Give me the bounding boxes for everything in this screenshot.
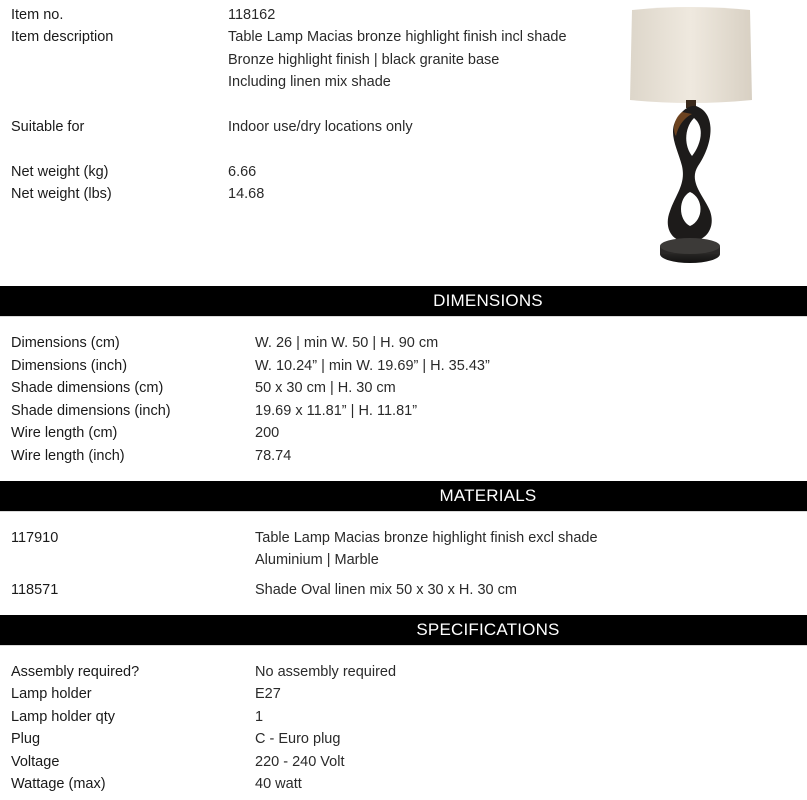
dimension-label: Shade dimensions (inch) bbox=[11, 403, 171, 419]
material-code: 118571 bbox=[11, 582, 59, 598]
table-lamp-icon bbox=[626, 6, 756, 270]
net-weight-lbs-value: 14.68 bbox=[228, 186, 265, 202]
material-line: Aluminium | Marble bbox=[255, 552, 379, 568]
item-description-line-1: Table Lamp Macias bronze highlight finish incl shade bbox=[228, 29, 567, 45]
specification-value: No assembly required bbox=[255, 664, 397, 680]
materials-section-header bbox=[0, 481, 807, 511]
net-weight-lbs-label: Net weight (lbs) bbox=[11, 186, 112, 202]
material-line: Shade Oval linen mix 50 x 30 x H. 30 cm bbox=[255, 582, 517, 598]
item-description-label: Item description bbox=[11, 29, 114, 45]
item-description-line-2: Bronze highlight finish | black granite base bbox=[228, 52, 500, 68]
specifications-heading: SPECIFICATIONS bbox=[416, 620, 560, 639]
materials-heading: MATERIALS bbox=[439, 486, 537, 505]
dimension-value: 19.69 x 11.81” | H. 11.81” bbox=[255, 403, 418, 419]
specification-value: C - Euro plug bbox=[255, 731, 341, 747]
dimension-label: Dimensions (cm) bbox=[11, 335, 120, 351]
dimension-label: Shade dimensions (cm) bbox=[11, 380, 164, 396]
net-weight-kg-label: Net weight (kg) bbox=[11, 164, 109, 180]
specification-label: Plug bbox=[11, 731, 41, 747]
dimension-label: Dimensions (inch) bbox=[11, 358, 128, 374]
specification-label: Voltage bbox=[11, 754, 60, 770]
specification-label: Lamp holder qty bbox=[11, 709, 115, 725]
specification-value: 1 bbox=[255, 709, 264, 725]
specification-value: 40 watt bbox=[255, 776, 302, 792]
net-weight-kg-value: 6.66 bbox=[228, 164, 257, 180]
item-no-value: 118162 bbox=[228, 7, 276, 23]
dimension-label: Wire length (inch) bbox=[11, 448, 125, 464]
dimension-value: 50 x 30 cm | H. 30 cm bbox=[255, 380, 396, 396]
specification-label: Assembly required? bbox=[11, 664, 140, 680]
dimension-value: W. 10.24” | min W. 19.69” | H. 35.43” bbox=[255, 358, 490, 374]
dimension-value: 78.74 bbox=[255, 448, 292, 464]
item-description-line-3: Including linen mix shade bbox=[228, 74, 391, 90]
dimension-value: W. 26 | min W. 50 | H. 90 cm bbox=[255, 335, 439, 351]
material-line: Table Lamp Macias bronze highlight finish excl shade bbox=[255, 530, 598, 546]
specification-value: E27 bbox=[255, 686, 281, 702]
specifications-section-header bbox=[0, 615, 807, 645]
dimension-label: Wire length (cm) bbox=[11, 425, 118, 441]
dimension-value: 200 bbox=[255, 425, 280, 441]
dimensions-section-header bbox=[0, 286, 807, 316]
suitable-for-value: Indoor use/dry locations only bbox=[228, 119, 413, 135]
specification-label: Lamp holder bbox=[11, 686, 92, 702]
suitable-for-label: Suitable for bbox=[11, 119, 85, 135]
item-no-label: Item no. bbox=[11, 7, 64, 23]
lamp-shade bbox=[630, 7, 752, 103]
specification-label: Wattage (max) bbox=[11, 776, 106, 792]
material-code: 117910 bbox=[11, 530, 59, 546]
dimensions-heading: DIMENSIONS bbox=[433, 291, 543, 310]
specification-value: 220 - 240 Volt bbox=[255, 754, 345, 770]
